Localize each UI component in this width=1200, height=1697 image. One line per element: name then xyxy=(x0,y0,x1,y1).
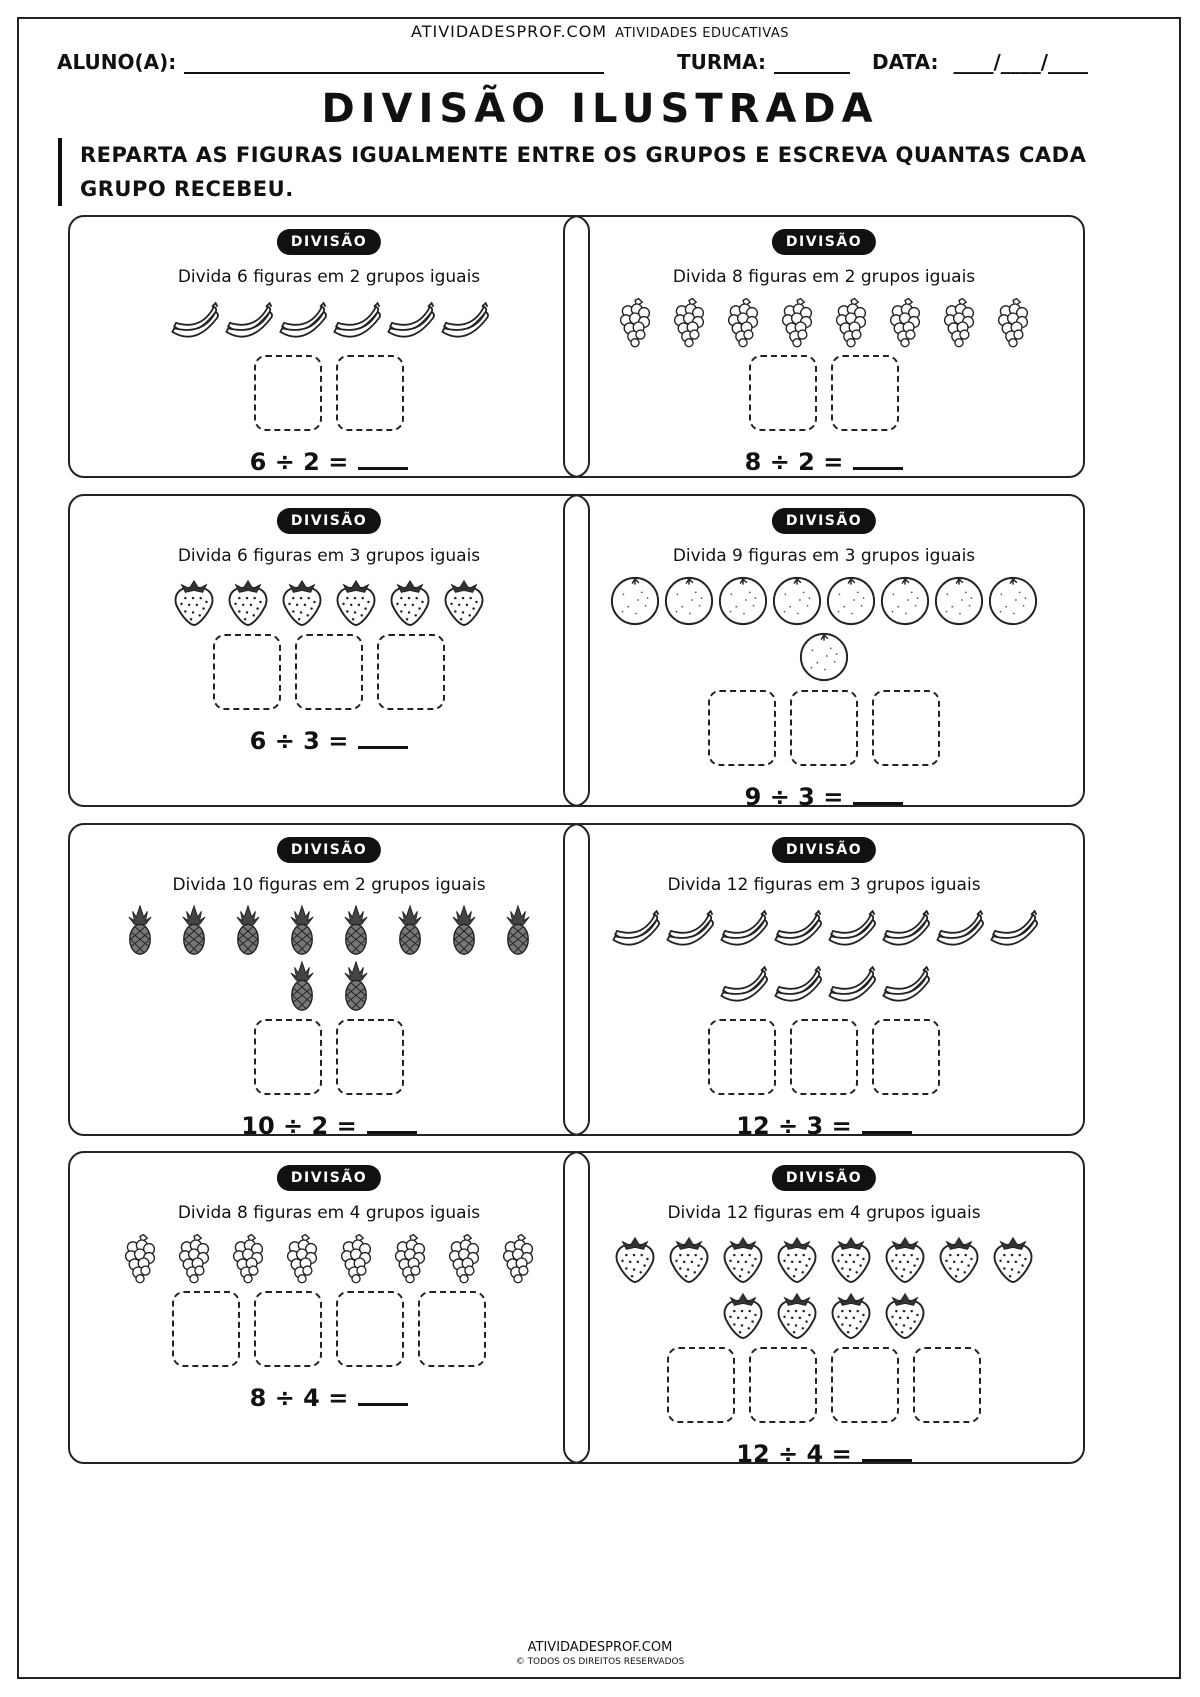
banana-icon xyxy=(275,295,329,349)
group-boxes xyxy=(565,1019,1083,1095)
division-equation xyxy=(70,447,588,476)
instruction: REPARTA AS FIGURAS IGUALMENTE ENTRE OS GRUPOS E ESCREVA QUANTAS CADA GRUPO RECEBEU. xyxy=(58,138,1138,206)
pineapple-icon xyxy=(221,903,275,957)
site-header xyxy=(0,22,1200,41)
division-card xyxy=(563,823,1085,1140)
group-box[interactable] xyxy=(254,355,322,431)
equation-text: 6 ÷ 2 = xyxy=(249,448,349,476)
fruit-row xyxy=(565,630,1083,684)
grapes-icon xyxy=(662,295,716,349)
group-boxes xyxy=(70,634,588,710)
strawberry-icon xyxy=(167,574,221,628)
equation-text: 8 ÷ 2 = xyxy=(744,448,844,476)
division-prompt: Divida 8 figuras em 2 grupos iguais xyxy=(672,267,976,287)
strawberry-icon xyxy=(716,1231,770,1285)
strawberry-icon xyxy=(437,574,491,628)
fruit-row xyxy=(70,959,588,1013)
site-subtitle: ATIVIDADES EDUCATIVAS xyxy=(615,26,789,41)
division-card xyxy=(68,823,590,1140)
division-prompt: Divida 12 figuras em 3 grupos iguais xyxy=(667,875,981,895)
strawberry-icon xyxy=(221,574,275,628)
fruit-row xyxy=(70,1231,588,1285)
grapes-icon xyxy=(824,295,878,349)
answer-blank[interactable] xyxy=(358,726,408,749)
strawberry-icon xyxy=(662,1231,716,1285)
division-badge: DIVISÃO xyxy=(277,1165,381,1191)
group-box[interactable] xyxy=(749,1347,817,1423)
answer-blank[interactable] xyxy=(853,782,903,805)
group-box[interactable] xyxy=(295,634,363,710)
banana-icon xyxy=(770,959,824,1013)
strawberry-icon xyxy=(608,1231,662,1285)
strawberry-icon xyxy=(383,574,437,628)
division-prompt: Divida 9 figuras em 3 grupos iguais xyxy=(672,546,976,566)
date-blanks[interactable]: ____/____/____ xyxy=(953,50,1089,74)
division-badge: DIVISÃO xyxy=(277,508,381,534)
student-name-label: ALUNO(A): xyxy=(57,50,177,74)
group-box[interactable] xyxy=(336,1019,404,1095)
grapes-icon xyxy=(932,295,986,349)
division-equation xyxy=(565,782,1083,811)
grapes-icon xyxy=(113,1231,167,1285)
group-box[interactable] xyxy=(254,1291,322,1367)
site-name: ATIVIDADESPROF.COM xyxy=(411,22,608,41)
grapes-icon xyxy=(383,1231,437,1285)
grapes-icon xyxy=(437,1231,491,1285)
equation-text: 9 ÷ 3 = xyxy=(744,783,844,811)
equation-text: 8 ÷ 4 = xyxy=(249,1384,349,1412)
date-label: DATA: xyxy=(872,50,939,74)
banana-icon xyxy=(608,903,662,957)
division-card xyxy=(68,1151,590,1464)
strawberry-icon xyxy=(770,1287,824,1341)
answer-blank[interactable] xyxy=(358,447,408,470)
group-box[interactable] xyxy=(708,690,776,766)
answer-blank[interactable] xyxy=(862,1111,912,1134)
fruit-row xyxy=(70,903,588,957)
student-fields xyxy=(57,50,1147,80)
group-box[interactable] xyxy=(790,1019,858,1095)
division-badge: DIVISÃO xyxy=(772,508,876,534)
banana-icon xyxy=(383,295,437,349)
pineapple-icon xyxy=(329,959,383,1013)
pineapple-icon xyxy=(113,903,167,957)
strawberry-icon xyxy=(716,1287,770,1341)
class-label: TURMA: xyxy=(677,50,767,74)
banana-icon xyxy=(824,959,878,1013)
banana-icon xyxy=(716,959,770,1013)
orange-icon xyxy=(824,574,878,628)
strawberry-icon xyxy=(824,1287,878,1341)
division-equation xyxy=(565,1111,1083,1140)
grapes-icon xyxy=(986,295,1040,349)
group-box[interactable] xyxy=(667,1347,735,1423)
orange-icon xyxy=(608,574,662,628)
group-boxes xyxy=(565,1347,1083,1423)
division-badge: DIVISÃO xyxy=(277,837,381,863)
strawberry-icon xyxy=(878,1231,932,1285)
banana-icon xyxy=(770,903,824,957)
division-prompt: Divida 6 figuras em 2 grupos iguais xyxy=(177,267,481,287)
orange-icon xyxy=(797,630,851,684)
fruit-row xyxy=(565,1231,1083,1285)
banana-icon xyxy=(662,903,716,957)
group-box[interactable] xyxy=(377,634,445,710)
grapes-icon xyxy=(770,295,824,349)
division-card xyxy=(68,215,590,478)
division-card xyxy=(563,494,1085,811)
orange-icon xyxy=(716,574,770,628)
answer-blank[interactable] xyxy=(358,1383,408,1406)
equation-text: 6 ÷ 3 = xyxy=(249,727,349,755)
fruit-row xyxy=(565,295,1083,349)
orange-icon xyxy=(932,574,986,628)
footer xyxy=(0,1640,1200,1667)
grapes-icon xyxy=(491,1231,545,1285)
page-title: DIVISÃO ILUSTRADA xyxy=(321,86,879,132)
strawberry-icon xyxy=(824,1231,878,1285)
footer-site: ATIVIDADESPROF.COM xyxy=(527,1640,673,1655)
strawberry-icon xyxy=(770,1231,824,1285)
group-boxes xyxy=(70,1291,588,1367)
division-prompt: Divida 10 figuras em 2 grupos iguais xyxy=(172,875,486,895)
footer-copyright: © TODOS OS DIREITOS RESERVADOS xyxy=(515,1657,685,1667)
banana-icon xyxy=(878,903,932,957)
division-card xyxy=(563,1151,1085,1468)
fruit-row xyxy=(565,574,1083,628)
pineapple-icon xyxy=(275,959,329,1013)
pineapple-icon xyxy=(329,903,383,957)
division-equation xyxy=(70,1111,588,1140)
pineapple-icon xyxy=(383,903,437,957)
division-badge: DIVISÃO xyxy=(772,229,876,255)
group-box[interactable] xyxy=(172,1291,240,1367)
strawberry-icon xyxy=(329,574,383,628)
division-equation xyxy=(565,1439,1083,1468)
orange-icon xyxy=(662,574,716,628)
division-card xyxy=(68,494,590,807)
group-boxes xyxy=(565,355,1083,431)
division-prompt: Divida 6 figuras em 3 grupos iguais xyxy=(177,546,481,566)
class-field[interactable] xyxy=(677,50,850,74)
pineapple-icon xyxy=(437,903,491,957)
group-box[interactable] xyxy=(790,690,858,766)
banana-icon xyxy=(716,903,770,957)
banana-icon xyxy=(221,295,275,349)
group-box[interactable] xyxy=(254,1019,322,1095)
pineapple-icon xyxy=(275,903,329,957)
group-box[interactable] xyxy=(831,355,899,431)
answer-blank[interactable] xyxy=(367,1111,417,1134)
banana-icon xyxy=(932,903,986,957)
group-box[interactable] xyxy=(913,1347,981,1423)
grapes-icon xyxy=(167,1231,221,1285)
division-equation xyxy=(70,726,588,755)
group-boxes xyxy=(70,355,588,431)
group-boxes xyxy=(70,1019,588,1095)
division-badge: DIVISÃO xyxy=(772,837,876,863)
banana-icon xyxy=(986,903,1040,957)
student-name-line[interactable] xyxy=(184,52,604,74)
fruit-row xyxy=(565,1287,1083,1341)
fruit-row xyxy=(565,959,1083,1013)
grapes-icon xyxy=(221,1231,275,1285)
division-prompt: Divida 12 figuras em 4 grupos iguais xyxy=(667,1203,981,1223)
group-boxes xyxy=(565,690,1083,766)
strawberry-icon xyxy=(275,574,329,628)
equation-text: 12 ÷ 4 = xyxy=(736,1440,852,1468)
group-box[interactable] xyxy=(872,1019,940,1095)
equation-text: 10 ÷ 2 = xyxy=(241,1112,357,1140)
date-field[interactable] xyxy=(872,50,1088,74)
group-box[interactable] xyxy=(831,1347,899,1423)
grapes-icon xyxy=(608,295,662,349)
group-box[interactable] xyxy=(336,1291,404,1367)
banana-icon xyxy=(329,295,383,349)
equation-text: 12 ÷ 3 = xyxy=(736,1112,852,1140)
division-equation xyxy=(70,1383,588,1412)
grapes-icon xyxy=(329,1231,383,1285)
pineapple-icon xyxy=(491,903,545,957)
banana-icon xyxy=(824,903,878,957)
group-box[interactable] xyxy=(708,1019,776,1095)
group-box[interactable] xyxy=(749,355,817,431)
class-line[interactable] xyxy=(774,52,850,74)
banana-icon xyxy=(167,295,221,349)
orange-icon xyxy=(770,574,824,628)
orange-icon xyxy=(986,574,1040,628)
group-box[interactable] xyxy=(213,634,281,710)
strawberry-icon xyxy=(878,1287,932,1341)
group-box[interactable] xyxy=(872,690,940,766)
fruit-row xyxy=(70,295,588,349)
group-box[interactable] xyxy=(418,1291,486,1367)
division-card xyxy=(563,215,1085,478)
division-prompt: Divida 8 figuras em 4 grupos iguais xyxy=(177,1203,481,1223)
grapes-icon xyxy=(275,1231,329,1285)
banana-icon xyxy=(437,295,491,349)
banana-icon xyxy=(878,959,932,1013)
answer-blank[interactable] xyxy=(862,1439,912,1462)
answer-blank[interactable] xyxy=(853,447,903,470)
group-box[interactable] xyxy=(336,355,404,431)
orange-icon xyxy=(878,574,932,628)
pineapple-icon xyxy=(167,903,221,957)
strawberry-icon xyxy=(986,1231,1040,1285)
grapes-icon xyxy=(716,295,770,349)
student-name-field[interactable] xyxy=(57,50,604,74)
grapes-icon xyxy=(878,295,932,349)
division-badge: DIVISÃO xyxy=(277,229,381,255)
fruit-row xyxy=(70,574,588,628)
division-equation xyxy=(565,447,1083,476)
fruit-row xyxy=(565,903,1083,957)
strawberry-icon xyxy=(932,1231,986,1285)
division-badge: DIVISÃO xyxy=(772,1165,876,1191)
